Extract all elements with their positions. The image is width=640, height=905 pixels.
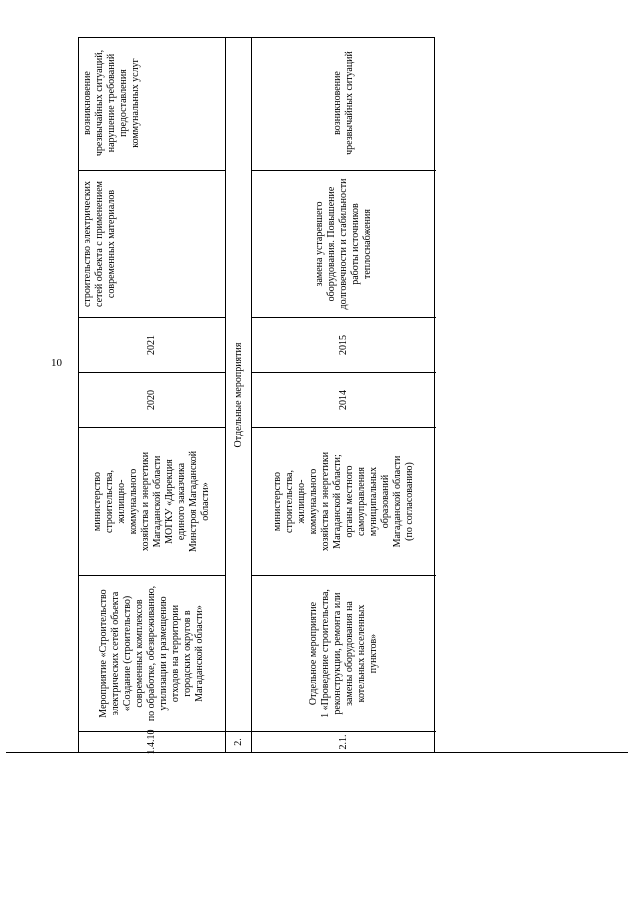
- executor: министерство строительства, жилищно- коммунального хозяйства и энергетики Магаданской области; органы местного самоуправления муниципальных образований Магаданской области (по согласованию): [252, 427, 436, 575]
- executor: министерство строительства, жилищно- коммунального хозяйства и энергетики Магаданской области МОГКУ «Дирекция единого заказчика Минстроя Магаданской области»: [79, 427, 225, 575]
- section-title: Отдельные мероприятия: [233, 342, 244, 448]
- table-row: [252, 38, 436, 752]
- risks: возникновение чрезвычайных ситуаций, нарушение требований предоставления коммунальных услуг: [82, 49, 141, 157]
- section-row: [226, 38, 252, 752]
- expected-result: строительство электрических сетей объекта с применением современных материалов: [79, 170, 225, 317]
- page-number: 10: [51, 357, 62, 369]
- table-row: [79, 38, 226, 755]
- end-year: 2021: [79, 317, 225, 372]
- end-year: 2015: [252, 317, 436, 372]
- measures-table: [78, 37, 435, 753]
- section-number: 2.: [226, 731, 251, 752]
- measure-name: Мероприятие «Строительство электрических сетей объекта «Создание (строительство) современных комплексов по обработке, обезвреживанию, утилизации и размещению отходов на территории городских округов в Магаданской области»: [79, 575, 225, 731]
- measure-name: Отдельное мероприятие 1 «Проведение строительства, реконструкции, ремонта или замены оборудования на котельных населенных пунктов»: [252, 575, 436, 731]
- start-year: 2020: [79, 372, 225, 427]
- start-year: 2014: [252, 372, 436, 427]
- row-number: 1.4.10: [79, 731, 225, 752]
- page-divider: [6, 752, 628, 753]
- row-number: 2.1.: [252, 731, 436, 752]
- risks: возникновение чрезвычайных ситуаций: [332, 51, 355, 155]
- expected-result: замена устаревшего оборудования. Повышение долговечности и стабильности работы источников теплоснабжения: [252, 170, 436, 317]
